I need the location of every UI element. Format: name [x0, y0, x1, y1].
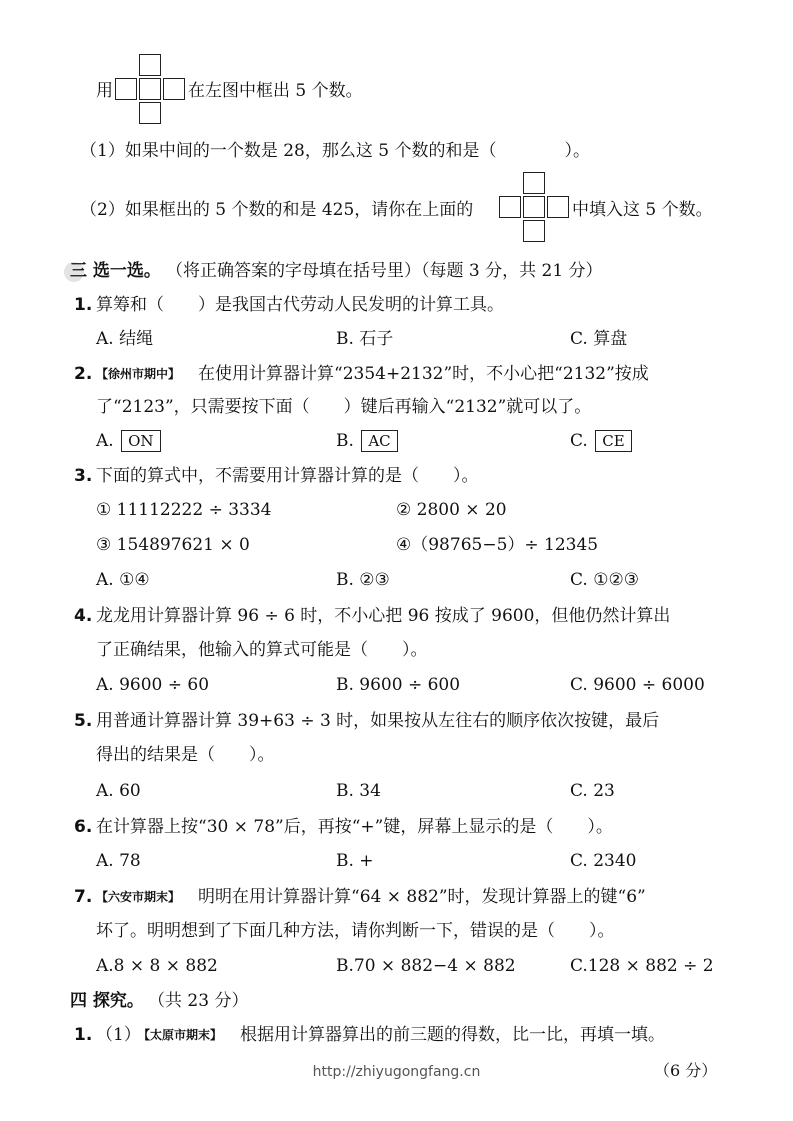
q2-number: 2. — [74, 364, 93, 384]
q3-option-b[interactable]: B. ②③ — [336, 570, 390, 590]
q7-option-b[interactable]: B.70 × 882−4 × 882 — [336, 956, 516, 976]
footer-url[interactable]: http://zhiyugongfang.cn — [312, 1064, 481, 1080]
q6-option-b[interactable]: B. + — [336, 851, 374, 871]
q5-option-a[interactable]: A. 60 — [96, 781, 141, 801]
q6-option-a[interactable]: A. 78 — [96, 851, 141, 871]
q3-expression-2: ② 2800 × 20 — [396, 500, 507, 520]
q7-text: 明明在用计算器计算“64 × 882”时，发现计算器上的键“6” — [198, 887, 646, 907]
q2-source-tag: 【徐州市期中】 — [96, 367, 181, 381]
q3-number: 3. — [74, 466, 93, 486]
section-3-note: （将正确答案的字母填在括号里）（每题 3 分，共 21 分） — [166, 261, 603, 281]
q1-text: 算筹和（ ）是我国古代劳动人民发明的计算工具。 — [96, 295, 504, 315]
q7-number: 7. — [74, 887, 93, 907]
intro-question-1: （1）如果中间的一个数是 28，那么这 5 个数的和是（ ）。 — [80, 141, 590, 161]
q5-text: 用普通计算器计算 39+63 ÷ 3 时，如果按从左往右的顺序依次按键，最后 — [96, 711, 660, 731]
intro-use-suffix: 在左图中框出 5 个数。 — [188, 81, 363, 101]
section-4-note: （共 23 分） — [148, 991, 249, 1011]
q5-number: 5. — [74, 711, 93, 731]
section-3-title: 三 选一选。 — [70, 261, 161, 281]
q5-option-c[interactable]: C. 23 — [570, 781, 615, 801]
q3-expression-4: ④（98765−5）÷ 12345 — [396, 535, 599, 555]
q2-option-c[interactable]: C. CE — [570, 428, 632, 454]
q3-option-c[interactable]: C. ①②③ — [570, 570, 639, 590]
q1-option-a[interactable]: A. 结绳 — [96, 329, 154, 349]
q4-number: 4. — [74, 606, 93, 626]
q7-option-c[interactable]: C.128 × 882 ÷ 2 — [570, 956, 714, 976]
q4-text: 龙龙用计算器计算 96 ÷ 6 时，不小心把 96 按成了 9600，但他仍然计算出 — [96, 606, 671, 626]
q5-option-b[interactable]: B. 34 — [336, 781, 381, 801]
intro-question-2-suffix: 中填入这 5 个数。 — [572, 200, 713, 220]
score-label: （6 分） — [654, 1061, 718, 1080]
q4-text-line2: 了正确结果，他输入的算式可能是（ ）。 — [96, 640, 428, 660]
q3-text: 下面的算式中，不需要用计算器计算的是（ ）。 — [96, 466, 479, 486]
q4-option-b[interactable]: B. 9600 ÷ 600 — [336, 675, 461, 695]
intro-use-prefix: 用 — [96, 81, 113, 101]
key-ce: CE — [595, 430, 631, 452]
q2-text: 在使用计算器计算“2354+2132”时，不小心把“2132”按成 — [198, 364, 649, 384]
q3-option-a[interactable]: A. ①④ — [96, 570, 150, 590]
q7-option-a[interactable]: A.8 × 8 × 882 — [96, 956, 218, 976]
q2-option-a[interactable]: A. ON — [96, 428, 161, 454]
s4-q1-number: 1. — [74, 1025, 93, 1045]
q1-number: 1. — [74, 295, 93, 315]
q6-text: 在计算器上按“30 × 78”后，再按“+”键，屏幕上显示的是（ ）。 — [96, 817, 613, 837]
s4-q1-source-tag: 【太原市期末】 — [138, 1028, 223, 1042]
q4-option-a[interactable]: A. 9600 ÷ 60 — [96, 675, 210, 695]
section-4-title: 四 探究。 — [70, 991, 144, 1011]
q4-option-c[interactable]: C. 9600 ÷ 6000 — [570, 675, 705, 695]
q2-text-line2: 了“2123”，只需要按下面（ ）键后再输入“2132”就可以了。 — [96, 397, 592, 417]
intro-question-2-prefix: （2）如果框出的 5 个数的和是 425，请你在上面的 — [80, 200, 474, 220]
s4-q1-sub: （1） — [96, 1025, 141, 1045]
q1-option-c[interactable]: C. 算盘 — [570, 329, 628, 349]
key-ac: AC — [361, 430, 397, 452]
q5-text-line2: 得出的结果是（ ）。 — [96, 745, 275, 765]
q7-text-line2: 坏了。明明想到了下面几种方法，请你判断一下，错误的是（ ）。 — [96, 921, 615, 941]
key-on: ON — [121, 430, 160, 452]
q3-expression-3: ③ 154897621 × 0 — [96, 535, 250, 555]
q2-option-b[interactable]: B. AC — [336, 428, 398, 454]
s4-q1-text: 根据用计算器算出的前三题的得数，比一比，再填一填。 — [240, 1025, 665, 1045]
q7-source-tag: 【六安市期末】 — [96, 890, 181, 904]
q6-number: 6. — [74, 817, 93, 837]
q6-option-c[interactable]: C. 2340 — [570, 851, 637, 871]
q1-option-b[interactable]: B. 石子 — [336, 329, 394, 349]
q3-expression-1: ① 11112222 ÷ 3334 — [96, 500, 272, 520]
